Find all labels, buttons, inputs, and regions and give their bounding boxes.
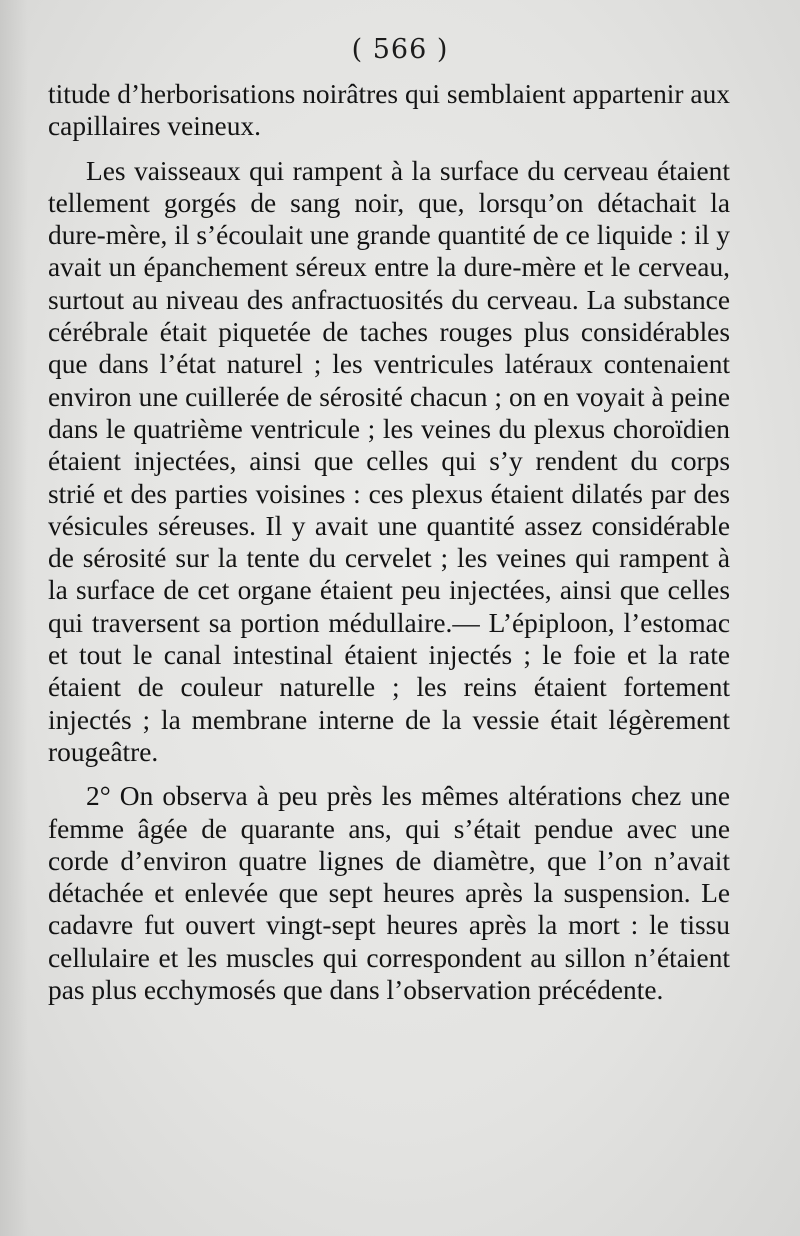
paragraph-observation-2: 2° On observa à peu près les mêmes altérations chez une femme âgée de quarante ans, qui s’était pendue avec une corde d’environ quatre lignes de diamètre, que l’on n’avait détachée et enlevée que sept heures après la suspension. Le cadavre fut ouvert vingt-sept heures après la mort : le tissu cellulaire et les muscles qui correspondent au sillon n’étaient pas plus ecchymosés que dans l’observation précédente. bbox=[48, 781, 730, 1006]
paragraph-continuation: titude d’herborisations noirâtres qui semblaient appartenir aux capillaires veineux. bbox=[48, 79, 730, 142]
page-edge-shadow bbox=[0, 0, 28, 1236]
page-number: ( 566 ) bbox=[351, 34, 449, 65]
paragraph-vessels: Les vaisseaux qui rampent à la surface du cerveau étaient tellement gorgés de sang noir, que, lorsqu’on détachait la dure-mère, il s’écoulait une grande quantité de ce liquide : il y avait un épanchement séreux entre la dure-mère et le cerveau, surtout au niveau des anfractuosités du cerveau. La substance cérébrale était piquetée de taches rouges plus considérables que dans l’état naturel ; les ventricules latéraux contenaient environ une cuillerée de sérosité chacun ; on en voyait à peine dans le quatrième ventricule ; les veines du plexus choroïdien étaient injectées, ainsi que celles qui s’y rendent du corps strié et des parties voisines : ces plexus étaient dilatés par des vésicules séreuses. Il y avait une quantité assez considérable de sérosité sur la tente du cervelet ; les veines qui rampent à la surface de cet organe étaient peu injectées, ainsi que celles qui traversent sa portion médullaire.— L’épiploon, l’estomac et tout le canal intestinal étaient injectés ; le foie et la rate étaient de couleur naturelle ; les reins étaient fortement injectés ; la membrane interne de la vessie était légèrement rougeâtre. bbox=[48, 155, 730, 767]
body-text bbox=[48, 78, 730, 1006]
